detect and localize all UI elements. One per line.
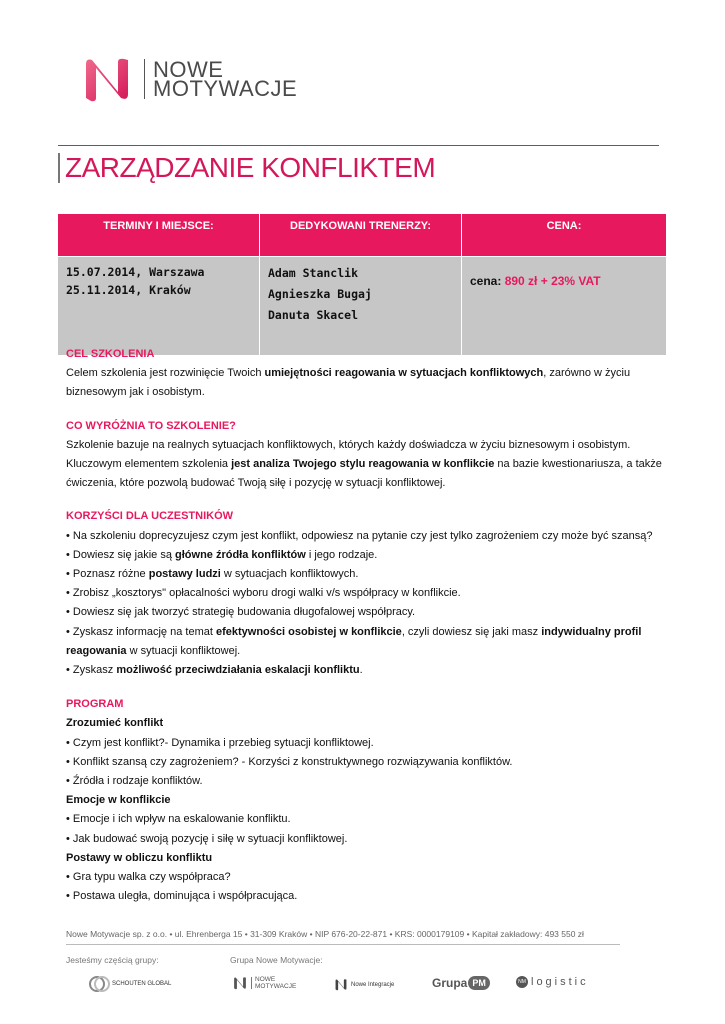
trainers-cell: [260, 257, 462, 356]
nm-small-line1: NOWE: [255, 976, 276, 983]
content: [66, 345, 666, 906]
grupa-text: Grupa: [432, 976, 468, 990]
logo-divider: [144, 59, 145, 99]
logistic-text: logistic: [531, 976, 589, 988]
text: .: [359, 664, 363, 677]
korzysci-heading: KORZYŚCI DLA UCZESTNIKÓW: [66, 510, 234, 523]
text: • Zyskasz informację na temat: [66, 625, 216, 638]
header-dates: TERMINY I MIEJSCE:: [58, 214, 260, 257]
korzysci-item-2: [66, 546, 666, 565]
grupa-pm-logo: [432, 976, 490, 990]
n-logo-icon: [80, 54, 134, 104]
trainer-3: Danuta Skacel: [268, 308, 359, 322]
footer-company-info: Nowe Motywacje sp. z o.o. • ul. Ehrenberga 15 • 31-309 Kraków • NIP 676-20-22-871 • KRS: 0000179109 • Kapitał zakładowy: 493 550 zł: [66, 929, 584, 939]
title-bar: [58, 153, 60, 183]
bold: możliwość przeciwdziałania eskalacji konfliktu: [116, 664, 360, 677]
korzysci-item-7: [66, 661, 666, 680]
korzysci-item-6: [66, 623, 666, 661]
nm-badge-icon: NM: [516, 976, 528, 988]
company-logo: [80, 54, 297, 104]
schouten-logo: [88, 975, 171, 993]
bold: indywidualny profil reagowania: [66, 625, 642, 657]
nm-small-line2: MOTYWACJE: [255, 983, 297, 990]
date-1: 15.07.2014, Warszawa: [66, 265, 205, 279]
cel-heading: CEL SZKOLENIA: [66, 348, 155, 360]
korzysci-item-3: [66, 565, 666, 584]
program-section-1: Zrozumieć konflikt: [66, 717, 164, 730]
integracje-text: Nowe Integracje: [351, 981, 395, 988]
spacer: [66, 680, 666, 695]
bold: efektywności osobistej w konflikcie: [215, 625, 402, 638]
spacer: [66, 493, 666, 507]
schouten-text: SCHOUTEN GLOBAL: [112, 981, 172, 987]
cel-bold-1: umiejętności reagowania w sytuacjach konfliktowych: [264, 367, 544, 380]
program-item: • Gra typu walka czy współpraca?: [66, 871, 231, 884]
price-label: cena:: [470, 274, 502, 288]
program-heading: PROGRAM: [66, 698, 124, 711]
nm-small-divider: [251, 977, 252, 989]
group-label-right: Grupa Nowe Motywacje:: [230, 955, 323, 965]
program-item: • Emocje i ich wpływ na eskalowanie konfliktu.: [66, 813, 291, 826]
header-price: CENA:: [462, 214, 667, 257]
logistic-logo: [516, 976, 589, 988]
wyroznia-bold-1: jest analiza Twojego stylu reagowania w konflikcie: [231, 458, 495, 471]
wyroznia-text-1: Kluczowym elementem szkolenia: [66, 458, 232, 471]
text: w sytuacjach konfliktowych.: [220, 568, 359, 581]
korzysci-item-1: • Na szkoleniu doprecyzujesz czym jest konflikt, odpowiesz na pytanie czy jest tylko zagrożeniem czy może być szansą?: [66, 529, 653, 542]
dates-cell: [58, 257, 260, 356]
price-value: 890 zł + 23% VAT: [504, 274, 601, 288]
program-item: • Konflikt szansą czy zagrożeniem? - Korzyści z konstruktywnego rozwiązywania konfliktów.: [66, 755, 513, 768]
wyroznia-paragraph-1: Szkolenie bazuje na realnych sytuacjach konfliktowych, których każdy doświadcza w życiu biznesowym i osobistym.: [66, 438, 631, 451]
program-section-2: Emocje w konflikcie: [66, 794, 171, 807]
korzysci-item-4: • Zrobisz „kosztorys" opłacalności wyboru drogi walki v/s współpracy w konflikcie.: [66, 587, 461, 600]
wyroznia-heading: CO WYRÓŻNIA TO SZKOLENIE?: [66, 419, 236, 432]
text: , czyli dowiesz się jaki masz: [401, 625, 542, 638]
text: w sytuacji konfliktowej.: [126, 644, 241, 657]
bold: główne źródła konfliktów: [175, 548, 306, 561]
cel-text-1: Celem szkolenia jest rozwinięcie Twoich: [66, 367, 265, 380]
cel-paragraph: [66, 364, 666, 402]
wyroznia-text-2: na bazie kwestionariusza, a także ćwiczenia, które pozwolą budować Twoją siłę i pozycję w sytuacji konfliktowej.: [66, 458, 662, 490]
group-label-left: Jesteśmy częścią grupy:: [66, 955, 159, 965]
trainer-1: Adam Stanclik: [268, 266, 359, 280]
header-trainers: DEDYKOWANI TRENERZY:: [260, 214, 462, 257]
program-item: • Źródła i rodzaje konfliktów.: [66, 775, 203, 788]
korzysci-item-5: • Dowiesz się jak tworzyć strategię budowania długofalowej współpracy.: [66, 606, 416, 619]
text: • Dowiesz się jakie są: [66, 548, 176, 561]
text: i jego rodzaje.: [305, 548, 378, 561]
logo-line-1: NOWE: [153, 57, 224, 82]
program-item: • Postawa uległa, dominująca i współpracująca.: [66, 890, 298, 903]
nm-small-text: [255, 976, 296, 990]
page-title: ZARZĄDZANIE KONFLIKTEM: [65, 152, 436, 183]
price-cell: [462, 257, 667, 356]
nm-small-logo: [232, 976, 296, 990]
integracje-logo: [334, 978, 394, 991]
logo-text: [153, 57, 298, 101]
spacer: [66, 403, 666, 417]
top-rule: [58, 145, 659, 146]
info-table: [58, 214, 666, 355]
program-item: • Jak budować swoją pozycję i siłę w sytuacji konfliktowej.: [66, 832, 348, 845]
pm-badge: PM: [468, 976, 490, 990]
program-section-3: Postawy w obliczu konfliktu: [66, 851, 213, 864]
cel-text-2: , zarówno w życiu biznesowym jak i osobistym.: [66, 367, 631, 399]
n-small-icon: [232, 976, 248, 990]
logo-line-2: MOTYWACJE: [153, 76, 298, 101]
n-integracje-icon: [334, 978, 348, 991]
schouten-mark-icon: [88, 975, 110, 993]
program-item: • Czym jest konflikt?- Dynamika i przebieg sytuacji konfliktowej.: [66, 736, 374, 749]
wyroznia-paragraph-2: [66, 455, 666, 493]
bold: postawy ludzi: [148, 568, 221, 581]
trainer-2: Agnieszka Bugaj: [268, 287, 372, 301]
date-2: 25.11.2014, Kraków: [66, 283, 191, 297]
text: • Poznasz różne: [66, 568, 149, 581]
text: • Zyskasz: [66, 664, 117, 677]
footer-rule: [66, 944, 620, 945]
